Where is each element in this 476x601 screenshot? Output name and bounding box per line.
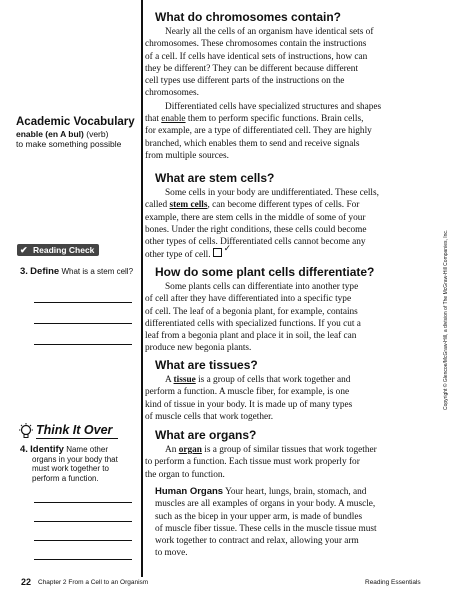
column-divider (141, 0, 143, 577)
paragraph: Some plants cells can differentiate into another type of cell after they have differentiated into a specific type of cell. The leaf of a begonia plant, for example, contains differentiated cells with specialized functions. If you cut a leaf from a begonia plant and place it in soil, the leaf can produce new begonia plants. (145, 282, 361, 354)
reading-check-question: 3. Define What is a stem cell? (20, 266, 134, 277)
answer-line[interactable] (34, 540, 132, 541)
answer-line[interactable] (34, 502, 132, 503)
paragraph: Human Organs Your heart, lungs, brain, stomach, and muscles are all examples of organs in your body. A muscle, such as the bicep in your upper arm, is made of bundles of muscle fiber tissue. These cells in the muscle tissue must work together to contract and relax, allowing your arm to move. (155, 486, 377, 559)
section-chromosomes (145, 10, 415, 162)
key-term: organ (178, 445, 202, 455)
paragraph: Nearly all the cells of an organism have identical sets of chromosomes. These chromosomes contain the instructions of a cell. If cells have identical sets of instructions, how can they be different? They can be different because different cell types use different parts of the instructions on the chromosomes. (145, 27, 374, 99)
section-heading: What are stem cells? (155, 171, 275, 185)
answer-line[interactable] (34, 521, 132, 522)
checkmark-icon: ✔ (20, 245, 28, 255)
section-plant-cells (145, 265, 415, 355)
section-tissues (145, 358, 415, 423)
answer-line[interactable] (34, 344, 132, 345)
section-heading: What do chromosomes contain? (155, 10, 342, 24)
section-human-organs (155, 486, 415, 560)
key-term: stem cells (169, 200, 208, 211)
vocabulary-definition: to make something possible (16, 139, 122, 149)
sidebar (0, 0, 140, 601)
page-number: 22 (21, 577, 32, 587)
answer-line[interactable] (34, 559, 132, 560)
section-stem-cells (145, 171, 415, 262)
reading-check-badge: ✔ Reading Check (17, 244, 99, 256)
section-heading: What are tissues? (155, 358, 258, 372)
section-heading: What are organs? (155, 428, 257, 442)
section-organs (145, 428, 415, 481)
think-it-over-badge: Think It Over (18, 422, 138, 440)
think-it-over-question: 4. Identify Name other organs in your body that must work together to perform a function. (20, 444, 118, 483)
key-term: tissue (173, 375, 196, 385)
section-heading: How do some plant cells differentiate? (155, 265, 375, 279)
answer-line[interactable] (34, 302, 132, 303)
checkbox-icon (213, 248, 222, 257)
paragraph: An organ is a group of similar tissues that work together to perform a function. Each tissue must work properly for the organ to function. (145, 445, 377, 480)
book-title: Reading Essentials (365, 579, 421, 586)
copyright-notice: Copyright © Glencoe/McGraw-Hill, a division of The McGraw-Hill Companies, Inc. (443, 229, 449, 410)
academic-vocabulary-title: Academic Vocabulary (16, 116, 135, 128)
subsection-heading: Human Organs (155, 486, 224, 497)
paragraph: A tissue is a group of cells that work together and perform a function. A muscle fiber, for example, is one kind of tissue in your body. It is made up of many types of muscle cells that work together. (145, 375, 353, 422)
paragraph: Some cells in your body are undifferentiated. These cells, called stem cells, can become different types of cells. For example, there are stem cells in the middle of some of your bones. Under the right conditions, these cells could become other types of cells. Differentiated cells cannot become any other type of cell.✓ (155, 187, 415, 262)
answer-line[interactable] (34, 323, 132, 324)
vocabulary-term: enable (161, 114, 186, 125)
paragraph: Differentiated cells have specialized structures and shapes that enable them to perform specific functions. Brain cells, for example, are a type of differentiated cell. They are highly branched, which enables them to send and receive signals from multiple sources. (145, 101, 382, 161)
academic-vocabulary (16, 116, 140, 149)
vocabulary-word: enable (en A bul) (verb) (16, 129, 109, 139)
lightbulb-icon (18, 423, 34, 440)
chapter-title: Chapter 2 From a Cell to an Organism (38, 579, 149, 586)
